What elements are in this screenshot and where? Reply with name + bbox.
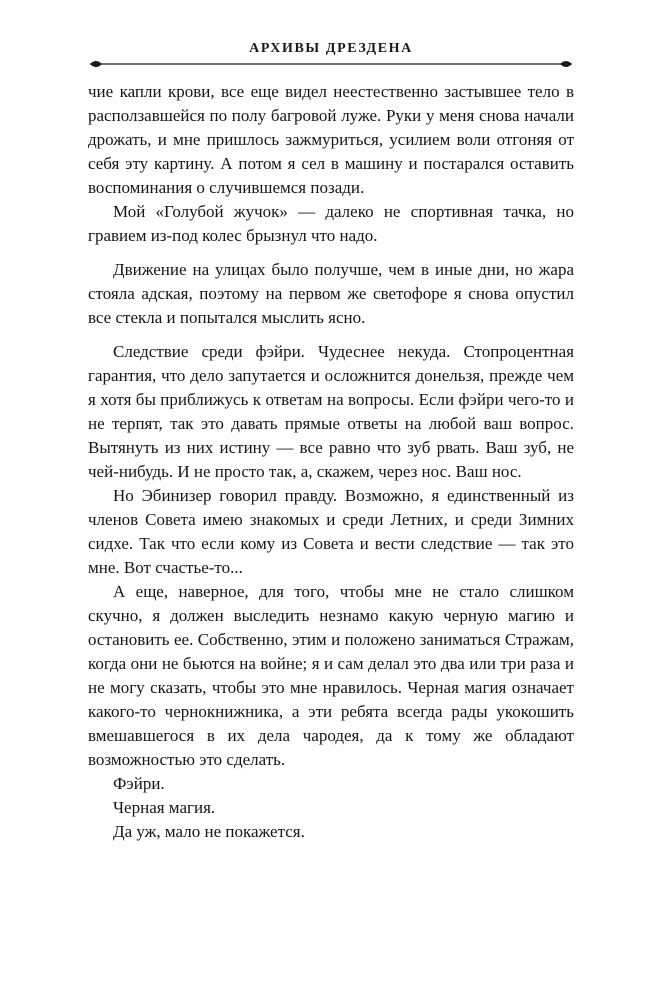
header-title: АРХИВЫ ДРЕЗДЕНА <box>249 41 413 56</box>
paragraph-2: Мой «Голубой жучок» — далеко не спортивная тачка, но гравием из-под колес брызнул что надо. <box>88 202 574 245</box>
paragraph-9: Да уж, мало не покажется. <box>113 822 305 841</box>
running-header <box>88 35 574 75</box>
paragraph-6: А еще, наверное, для того, чтобы мне не стало слишком скучно, я должен выследить незнамо какую черную магию и остановить ее. Собственно, этим и положено заниматься Стражам, когда они не бьются на войне; я и сам делал это два или три раза и не могу сказать, чтобы это мне нравилось. Черная магия означает какого-то чернокнижника, а эти ребята всегда рады укокошить вмешавшегося в их дела чародея, да к тому же обладают возможностью это сделать. <box>88 582 574 769</box>
paragraph-3: Движение на улицах было получше, чем в иные дни, но жара стояла адская, поэтому на первом же светофоре я снова опустил все стекла и попытался мыслить ясно. <box>88 260 574 327</box>
paragraph-8: Черная магия. <box>113 798 216 817</box>
paragraph-7: Фэйри. <box>113 774 165 793</box>
paragraph-5: Но Эбинизер говорил правду. Возможно, я единственный из членов Совета имею знакомых и среди Летних, и среди Зимних сидхе. Так что если кому из Совета и вести следствие — так это мне. Вот счастье-то... <box>88 486 574 577</box>
paragraph-1: чие капли крови, все еще видел неестественно застывшее тело в расползавшейся по полу багровой луже. Руки у меня снова начали дрожать, и мне пришлось зажмуриться, усилием воли отгоняя от себя эту картину. А потом я сел в машину и постарался оставить воспоминания о случившемся позади. <box>88 82 574 197</box>
page-text <box>88 80 574 844</box>
paragraph-4: Следствие среди фэйри. Чудеснее некуда. Стопроцентная гарантия, что дело запутается и осложнится донельзя, прежде чем я хотя бы приближусь к ответам на вопросы. Если фэйри чего-то и не терпят, так это давать прямые ответы на любой ваш вопрос. Вытянуть из них истину — все равно что зуб рвать. Ваш зуб, не чей-нибудь. И не просто так, а, скажем, через нос. Ваш нос. <box>88 342 574 481</box>
header-ornamental-rule <box>88 55 574 73</box>
